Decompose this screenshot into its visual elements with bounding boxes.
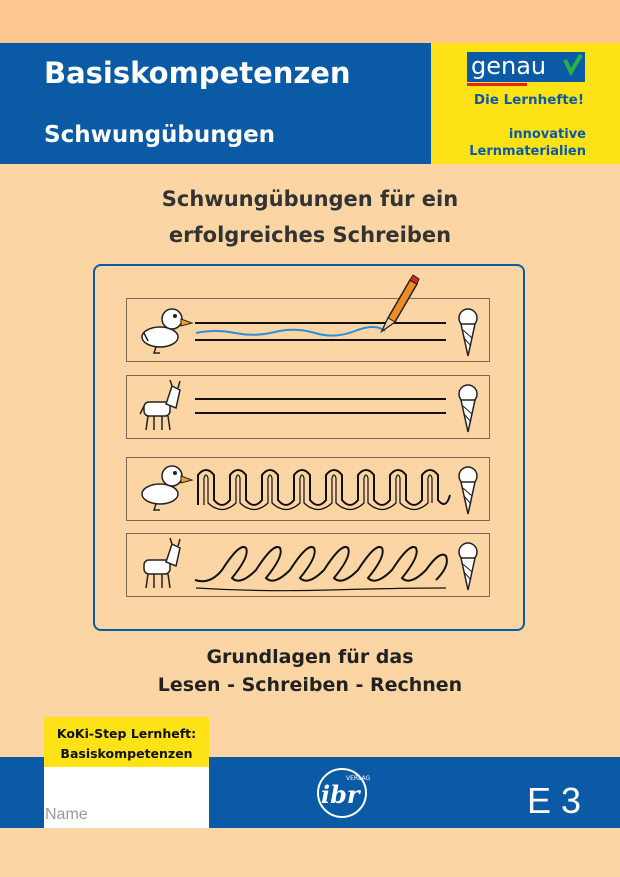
slogan-line-1: innovative	[508, 127, 586, 142]
booklet-code: E 3	[527, 780, 582, 821]
duck-icon	[142, 466, 192, 510]
ibr-logo	[312, 763, 372, 823]
bottom-line-2: Lesen - Schreiben - Rechnen	[157, 674, 463, 696]
donkey-icon	[144, 538, 180, 588]
brand-tagline: Die Lernhefte!	[473, 92, 584, 108]
ibr-small-text: VERLAG	[346, 775, 371, 782]
slogan-line-2: Lernmaterialien	[469, 144, 586, 159]
ibr-text: ibr	[321, 780, 360, 809]
logo-text: genau	[471, 52, 547, 80]
page-title: Basiskompetenzen	[44, 56, 351, 90]
duck-icon	[142, 309, 192, 353]
bottom-strip	[0, 828, 620, 877]
page-subtitle: Schwungübungen	[44, 122, 276, 148]
headline-line-1: Schwungübungen für ein	[161, 187, 459, 211]
headline-line-2: erfolgreiches Schreiben	[168, 223, 452, 247]
bottom-caption	[0, 643, 620, 699]
bottom-line-1: Grundlagen für das	[206, 646, 414, 668]
donkey-icon	[140, 380, 180, 430]
ice-cream-icon	[459, 543, 477, 590]
ice-cream-icon	[459, 467, 477, 514]
koki-line-2: Basiskompetenzen	[60, 746, 193, 761]
ice-cream-icon	[459, 309, 477, 356]
koki-line-1: KoKi-Step Lernheft:	[56, 726, 197, 741]
ice-cream-icon	[459, 385, 477, 432]
name-field-label: Name	[45, 806, 88, 823]
